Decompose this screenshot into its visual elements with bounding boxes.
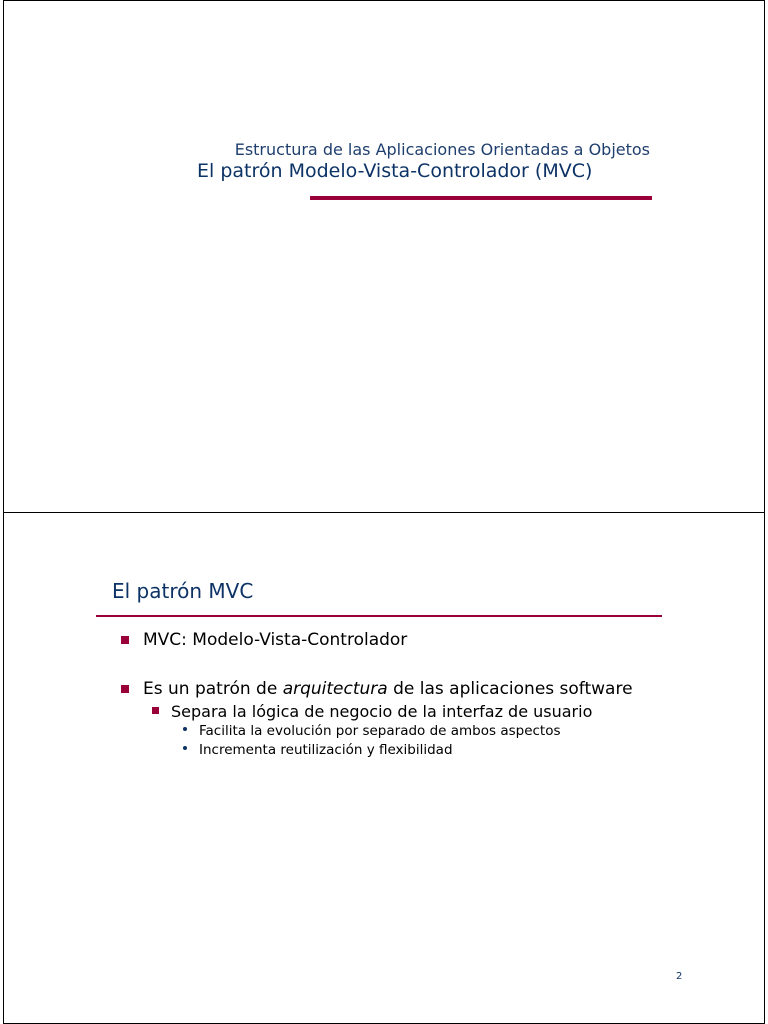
slide-title: El patrón Modelo-Vista-Controlador (MVC) — [197, 160, 593, 182]
bullet-text-end: de las aplicaciones software — [387, 679, 633, 699]
dot-bullet-icon — [183, 746, 187, 750]
sub-sub-bullet-item — [199, 723, 561, 739]
slide-subtitle: Estructura de las Aplicaciones Orientadas a Objetos — [234, 140, 650, 159]
dot-bullet-icon — [183, 727, 187, 731]
square-bullet-icon — [121, 636, 129, 644]
bullet-item — [143, 679, 633, 699]
title-underline — [310, 196, 652, 200]
sub-sub-bullet-text: Incrementa reutilización y flexibilidad — [199, 742, 453, 758]
sub-sub-bullet-text: Facilita la evolución por separado de ambos aspectos — [199, 723, 561, 739]
square-bullet-icon — [152, 707, 159, 714]
sub-bullet-item — [171, 702, 592, 721]
page-number: 2 — [676, 971, 683, 982]
square-bullet-icon — [121, 685, 129, 693]
sub-bullet-text: Separa la lógica de negocio de la interfaz de usuario — [171, 702, 593, 721]
bullet-item — [143, 630, 407, 650]
sub-sub-bullet-item — [199, 742, 453, 758]
bullet-text-emphasis: arquitectura — [282, 679, 388, 699]
bullet-text: MVC: Modelo-Vista-Controlador — [143, 630, 408, 650]
slide-2 — [3, 512, 765, 1024]
bullet-text-start: Es un patrón de — [143, 679, 283, 699]
slide-1 — [3, 0, 765, 514]
heading-underline — [96, 615, 662, 617]
slide-heading: El patrón MVC — [112, 579, 254, 603]
